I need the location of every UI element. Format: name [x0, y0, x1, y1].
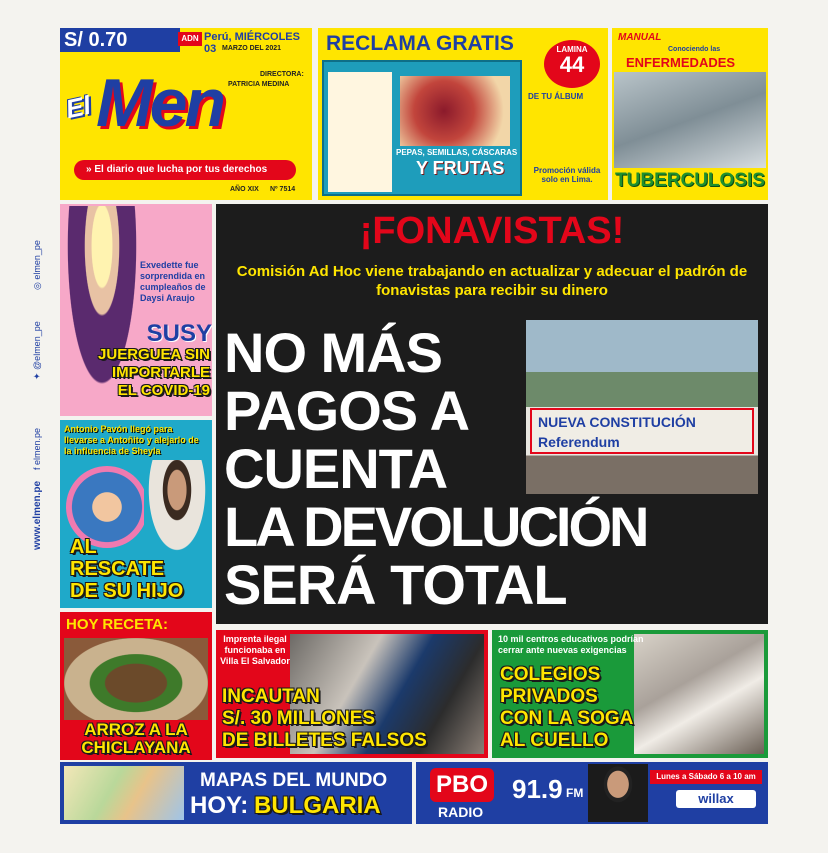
pbo-radio: RADIO: [438, 804, 484, 820]
social-twitter[interactable]: [32, 321, 43, 380]
promo-album: DE TU ÁLBUM: [528, 92, 584, 101]
facebook-handle: elmen.pe: [32, 427, 42, 465]
rescue-head3: DE SU HIJO: [70, 580, 184, 602]
manual-disease: TUBERCULOSIS: [615, 170, 765, 191]
headline-line2: PAGOS A: [224, 379, 470, 442]
main-photo: [526, 320, 758, 494]
susy-head4: EL COVID-19: [117, 382, 210, 399]
host-photo: [588, 764, 648, 822]
maps-box: [60, 762, 412, 824]
schools-caption: 10 mil centros educativos podrían cerrar ante nuevas exigencias: [498, 634, 644, 655]
main-kicker: ¡FONAVISTAS!: [359, 210, 625, 252]
twitter-icon: ✦: [32, 369, 42, 380]
sidebar-url[interactable]: www.elmen.pe: [32, 480, 43, 550]
radio-fm: FM: [566, 786, 584, 800]
schools-box: [492, 630, 768, 758]
radio-schedule: Lunes a Sábado 6 a 10 am: [650, 770, 762, 784]
schools-head1: COLEGIOS: [500, 664, 601, 685]
issue-number: Nº 7514: [270, 186, 296, 193]
promo-box: [318, 28, 608, 200]
instagram-handle: elmen_pe: [32, 240, 42, 280]
price-badge: [60, 28, 180, 52]
rescue-head2: RESCATE: [70, 558, 165, 580]
main-story: [216, 204, 768, 624]
bills-caption: Imprenta ilegal funcionaba en Villa El Salvador: [220, 634, 290, 666]
headline-line5: SERÁ TOTAL: [224, 553, 567, 616]
radio-ad: [416, 762, 768, 824]
protest-banner: NUEVA CONSTITUCIÓN Referendum: [530, 408, 754, 454]
promo-fruits: Y FRUTAS: [416, 158, 505, 178]
headline-line1: NO MÁS: [224, 321, 442, 384]
promo-title: RECLAMA GRATIS: [326, 32, 514, 55]
recipe-box: [60, 612, 212, 760]
logo-small: El: [63, 89, 94, 125]
headline-line3: CUENTA: [224, 437, 448, 500]
date-line2: MARZO DEL 2021: [222, 45, 281, 52]
tagline: El diario que lucha por tus derechos: [94, 164, 268, 175]
manual-box: [612, 28, 768, 200]
tagline-bar: » El diario que lucha por tus derechos: [74, 160, 296, 180]
schools-head2: PRIVADOS: [500, 686, 598, 707]
susy-caption: Exvedette fue sorprendida en cumpleaños de Daysi Araujo: [140, 260, 206, 303]
rescue-box: [60, 420, 212, 608]
manual-label: MANUAL: [618, 32, 662, 43]
radio-frequency: 91.9: [512, 774, 563, 804]
director-name: PATRICIA MEDINA: [228, 81, 290, 88]
schools-head4: AL CUELLO: [500, 730, 609, 751]
lamina-label: LAMINA: [556, 45, 588, 54]
year: AÑO XIX: [230, 186, 259, 193]
maps-hoy: HOY:: [190, 792, 249, 819]
recipe-line2: CHICLAYANA: [81, 738, 191, 757]
instagram-icon: ◎: [32, 279, 42, 290]
adn-logo: ADN: [178, 32, 202, 46]
logo: Men: [96, 65, 223, 141]
promo-subtitle: PEPAS, SEMILLAS, CÁSCARAS: [396, 148, 518, 157]
recipe-photo: [64, 638, 208, 720]
manual-photo: [614, 72, 766, 168]
rescue-photo-father: [144, 460, 210, 560]
headline-line4: LA DEVOLUCIÓN: [224, 495, 647, 558]
date-line1: Perú, MIÉRCOLES 03: [204, 31, 300, 55]
promo-sheet: [322, 60, 522, 196]
pbo-logo: PBO: [430, 768, 494, 802]
juice-photo: [400, 76, 510, 146]
recipe-label: HOY RECETA:: [66, 616, 168, 633]
facebook-icon: f: [32, 464, 42, 470]
susy-box: [60, 204, 212, 416]
susy-head2: JUERGUEA SIN: [98, 346, 210, 363]
rescue-head1: AL: [70, 536, 97, 558]
bills-box: [216, 630, 488, 758]
willax-logo: willax: [676, 790, 756, 808]
director-label: DIRECTORA:: [260, 71, 304, 78]
maps-country: BULGARIA: [254, 792, 381, 819]
bills-head3: DE BILLETES FALSOS: [222, 730, 427, 751]
main-deck: Comisión Ad Hoc viene trabajando en actualizar y adecuar el padrón de fonavistas para recibir su dinero: [236, 263, 748, 299]
lamina-badge: [544, 40, 600, 88]
maps-title: MAPAS DEL MUNDO: [200, 770, 388, 791]
recipe-card: [328, 72, 392, 192]
susy-head1: SUSY: [146, 320, 212, 347]
masthead: [60, 28, 312, 200]
social-instagram[interactable]: [32, 240, 43, 290]
manual-title: ENFERMEDADES: [626, 55, 736, 70]
social-facebook[interactable]: [32, 428, 42, 470]
bills-head2: S/. 30 MILLONES: [222, 708, 376, 729]
twitter-handle: @elmen_pe: [32, 321, 42, 370]
susy-head3: IMPORTARLE: [111, 364, 210, 381]
bills-head1: INCAUTAN: [222, 686, 320, 707]
schools-head3: CON LA SOGA: [500, 708, 634, 729]
lamina-number: 44: [559, 52, 585, 77]
rescue-caption: Antonio Pavón llegó para llevarse a Antoñito y alejarlo de la influencia de Sheyla: [64, 424, 199, 456]
map-image: [64, 766, 184, 820]
price: S/ 0.70: [64, 29, 128, 51]
recipe-line1: ARROZ A LA: [84, 720, 188, 739]
promo-validity: Promoción válida solo en Lima.: [533, 166, 601, 184]
manual-conociendo: Conociendo las: [668, 46, 721, 53]
